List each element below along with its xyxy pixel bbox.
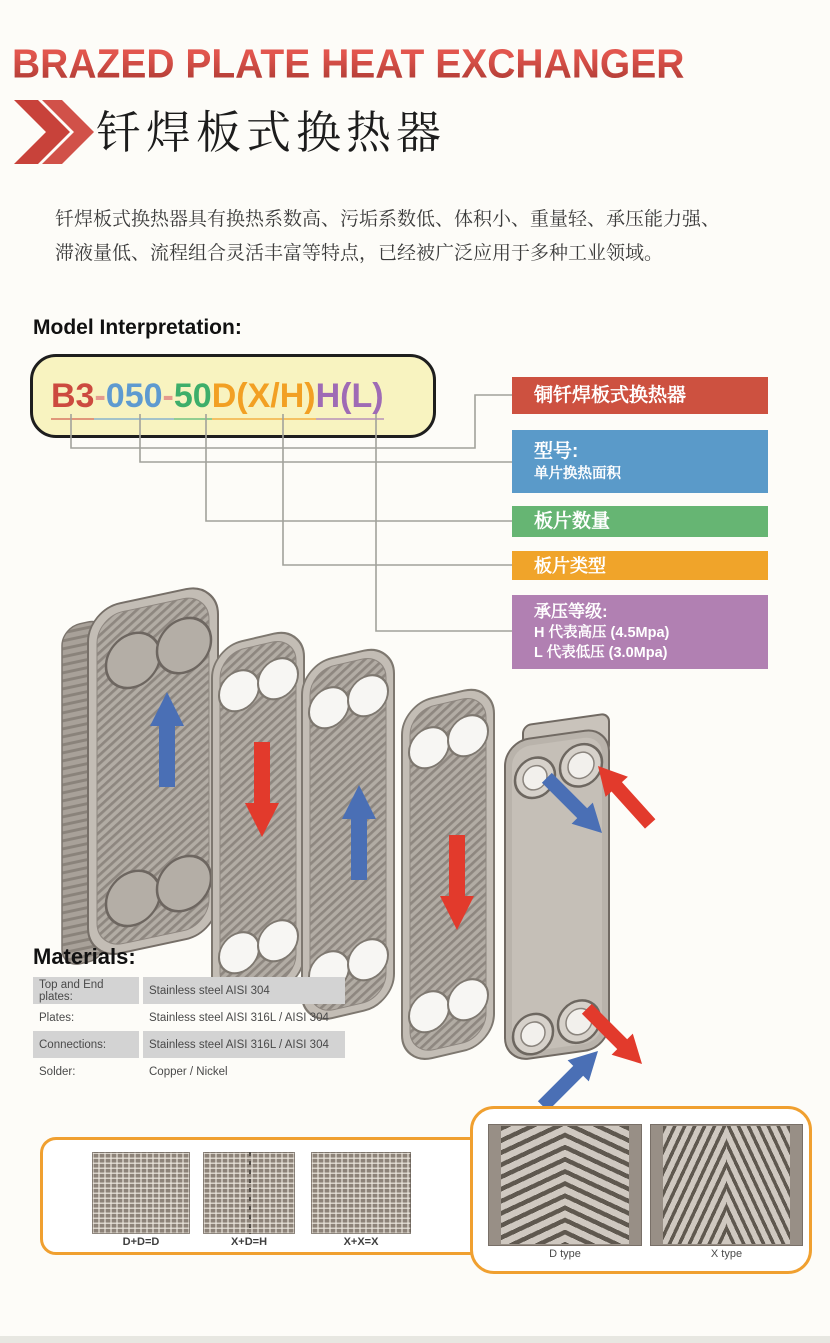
model-code-box	[30, 354, 436, 438]
x-type-pattern	[650, 1124, 803, 1246]
code-group-model: -050-	[94, 377, 173, 420]
label-brazed-exchanger: 铜钎焊板式换热器	[512, 377, 768, 414]
model-interpretation-heading: Model Interpretation:	[33, 316, 242, 339]
plate-4	[402, 684, 494, 1065]
intro-paragraph	[55, 203, 800, 271]
code-group-pressure: H(L)	[316, 377, 384, 420]
pattern-swatch-ddd	[92, 1152, 190, 1234]
materials-heading: Materials:	[33, 944, 136, 969]
page-title: BRAZED PLATE HEAT EXCHANGER	[12, 42, 812, 88]
code-group-series: B3	[51, 377, 94, 420]
d-type-pattern	[488, 1124, 642, 1246]
plate-3	[302, 644, 394, 1025]
pattern-swatch-xdh	[203, 1152, 295, 1234]
d-type-label: D type	[549, 1248, 581, 1260]
page-subtitle: 钎焊板式换热器	[96, 107, 447, 158]
label-plate-count: 板片数量	[512, 506, 768, 537]
bottom-edge-strip	[0, 1336, 830, 1343]
center-seam	[249, 1152, 251, 1234]
materials-table	[33, 977, 345, 1085]
intro-line-2: 滞液量低、流程组合灵活丰富等特点，已经被广泛应用于多种工业领域。	[55, 243, 664, 264]
intro-line-1: 钎焊板式换热器具有换热系数高、污垢系数低、体积小、重量轻、承压能力强、	[55, 209, 721, 230]
table-row: Connections: Stainless steel AISI 316L / AISI 304	[33, 1031, 345, 1058]
table-row: Top and End plates: Stainless steel AISI 304	[33, 977, 345, 1004]
code-group-plate-type: D(X/H)	[212, 377, 316, 420]
combo-label-xdh: X+D=H	[230, 1236, 268, 1248]
label-pressure-grade: 承压等级: H 代表高压 (4.5Mpa) L 代表低压 (3.0Mpa)	[512, 595, 768, 669]
x-type-label: X type	[710, 1248, 743, 1260]
label-plate-type: 板片类型	[512, 551, 768, 580]
table-row: Plates: Stainless steel AISI 316L / AISI 304	[39, 1011, 329, 1024]
plate-stack-block	[62, 582, 218, 967]
code-group-plate-count: 50	[174, 377, 212, 420]
pattern-swatch-xxx	[311, 1152, 411, 1234]
table-row: Solder: Copper / Nickel	[39, 1065, 228, 1078]
combo-label-ddd: D+D=D	[122, 1236, 160, 1248]
double-chevron-icon	[14, 100, 94, 164]
combo-label-xxx: X+X=X	[343, 1236, 379, 1248]
label-model-area: 型号: 单片换热面积	[512, 430, 768, 493]
